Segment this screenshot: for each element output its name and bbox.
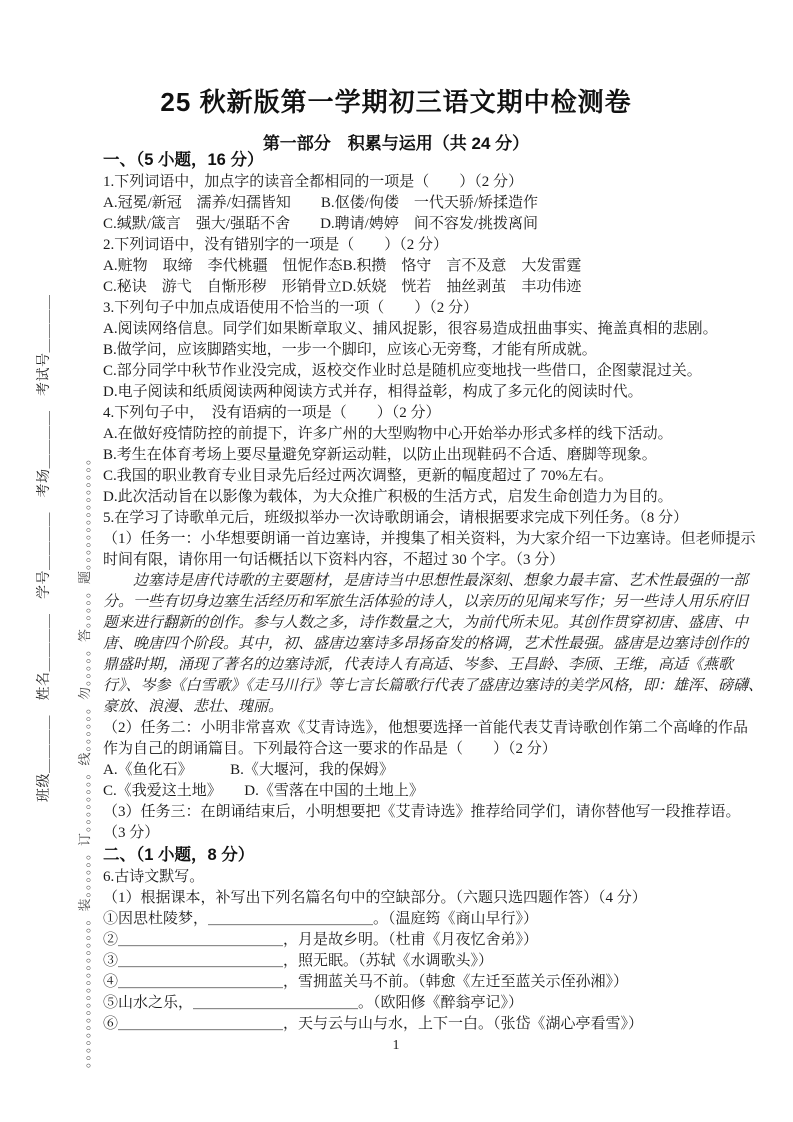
text-line: 一、（5 小题，16 分） [103, 151, 264, 169]
text-line: 2.下列词语中，没有错别字的一项是（ ）（2 分） [103, 237, 449, 253]
student-info-labels: 班级＿＿＿＿ 姓名＿＿＿＿ 学号＿＿＿＿ 考场＿＿＿＿ 考试号＿＿＿＿ [37, 294, 52, 802]
text-line: 5.在学习了诗歌单元后，班级拟举办一次诗歌朗诵会，请根据要求完成下列任务。（8 分） [103, 510, 689, 526]
text-line: （3 分） [103, 825, 160, 841]
text-line: ②＿＿＿＿＿＿＿＿＿＿＿，月是故乡明。（杜甫《月夜忆舍弟》） [103, 932, 539, 948]
binding-line-text: 。。。。。。。。。。。。。。。。。。。。装。。。。。。订。。。。。。。。线。。。。。。勿。。。。。答。。。。。题。。。。。。。。。。。。。。。 [77, 450, 92, 1068]
text-line: 分。一些有切身边塞生活经历和军旅生活体验的诗人，以亲历的见闻来写作；另一些诗人用乐府旧 [103, 594, 749, 610]
exam-body [103, 149, 764, 1035]
text-line: 4.下列句子中， 没有语病的一项是（ ）（2 分） [103, 405, 441, 421]
text-line: A.在做好疫情防控的前提下，许多广州的大型购物中心开始举办形式多样的线下活动。 [103, 426, 673, 442]
text-line: A.阅读网络信息。同学们如果断章取义、捕风捉影，很容易造成扭曲事实、掩盖真相的悲剧。 [103, 321, 718, 337]
text-line: B.做学问，应该脚踏实地，一步一个脚印，应该心无旁骛，才能有所成就。 [103, 342, 597, 358]
text-line: C.部分同学中秋节作业没完成，返校交作业时总是随机应变地找一些借口，企图蒙混过关。 [103, 363, 702, 379]
text-line: C.《我爱这土地》 D.《雪落在中国的土地上》 [103, 783, 424, 799]
text-line: D.此次活动旨在以影像为载体，为大众推广积极的生活方式，启发生命创造力为目的。 [103, 489, 673, 505]
text-line: C.我国的职业教育专业目录先后经过两次调整，更新的幅度超过了 70%左右。 [103, 468, 614, 484]
text-line: （1）根据课本，补写出下列名篇名句中的空缺部分。（六题只选四题作答）（4 分） [103, 890, 647, 906]
text-line: 1.下列词语中，加点字的读音全都相同的一项是（ ）（2 分） [103, 174, 524, 190]
text-line: ③＿＿＿＿＿＿＿＿＿＿＿，照无眠。（苏轼《水调歌头》） [103, 953, 494, 969]
text-line: A.赃物 取缔 李代桃疆 忸怩作态B.积攒 恪守 言不及意 大发雷霆 [103, 258, 582, 274]
text-line: 唐、晚唐四个阶段。其中，初、盛唐边塞诗多昂扬奋发的格调，艺术性最强。盛唐是边塞诗创作的 [103, 636, 749, 652]
section-subtitle: 第一部分 积累与运用（共 24 分） [262, 134, 530, 153]
text-line: 题来进行翻新的创作。参与人数之多，诗作数量之大，为前代所未见。其创作贯穿初唐、盛唐、中 [103, 615, 749, 631]
page-title: 25 秋新版第一学期初三语文期中检测卷 [160, 87, 632, 117]
text-line: （1）任务一：小华想要朗诵一首边塞诗，并搜集了相关资料，为大家介绍一下边塞诗。但老师提示 [103, 531, 756, 547]
text-line: 作为自己的朗诵篇目。下列最符合这一要求的作品是（ ）（2 分） [103, 741, 557, 757]
text-line: 鼎盛时期，涌现了著名的边塞诗派，代表诗人有高适、岑参、王昌龄、李颀、王维，高适《燕歌 [103, 657, 734, 673]
text-line: 豪放、浪漫、悲壮、瑰丽。 [103, 699, 284, 715]
text-line: 边塞诗是唐代诗歌的主要题材，是唐诗当中思想性最深刻、想象力最丰富、艺术性最强的一部 [103, 573, 749, 589]
text-line: ①因思杜陵梦，＿＿＿＿＿＿＿＿＿＿＿。（温庭筠《商山早行》） [103, 911, 539, 927]
text-line: （3）任务三：在朗诵结束后，小明想要把《艾青诗选》推荐给同学们，请你替他写一段推荐语。 [103, 804, 741, 820]
text-line: 时间有限，请你用一句话概括以下资料内容，不超过 30 个字。（3 分） [103, 552, 565, 568]
text-line: （2）任务二：小明非常喜欢《艾青诗选》，他想要选择一首能代表艾青诗歌创作第二个高峰的作品 [103, 720, 749, 736]
text-line: A.冠冕/新冠 濡养/妇孺皆知 B.伛偻/佝偻 一代天骄/矫揉造作 [103, 195, 539, 211]
text-line: 行》、岑参《白雪歌》《走马川行》等七言长篇歌行代表了盛唐边塞诗的美学风格，即：雄浑、磅礴、 [103, 678, 764, 694]
text-line: ⑤山水之乐，＿＿＿＿＿＿＿＿＿＿＿。（欧阳修《醉翁亭记》） [103, 995, 524, 1011]
text-line: ⑥＿＿＿＿＿＿＿＿＿＿＿，天与云与山与水，上下一白。（张岱《湖心亭看雪》） [103, 1016, 644, 1032]
text-line: 6.古诗文默写。 [103, 869, 205, 885]
text-line: C.秘诀 游弋 自惭形秽 形销骨立D.妖娆 恍若 抽丝剥茧 丰功伟迹 [103, 279, 582, 295]
page-number: 1 [392, 1038, 400, 1053]
text-line: D.电子阅读和纸质阅读两种阅读方式并存，相得益彰，构成了多元化的阅读时代。 [103, 384, 643, 400]
text-line: 3.下列句子中加点成语使用不恰当的一项（ ）（2 分） [103, 300, 479, 316]
text-line: A.《鱼化石》 B.《大堰河，我的保姆》 [103, 762, 394, 778]
text-line: ④＿＿＿＿＿＿＿＿＿＿＿，雪拥蓝关马不前。（韩愈《左迁至蓝关示侄孙湘》） [103, 974, 629, 990]
text-line: B.考生在体育考场上要尽量避免穿新运动鞋，以防止出现鞋码不合适、磨脚等现象。 [103, 447, 657, 463]
text-line: 二、（1 小题，8 分） [103, 846, 255, 864]
text-line: C.缄默/箴言 强大/强聒不舍 D.聘请/娉婷 间不容发/挑拨离间 [103, 216, 539, 232]
